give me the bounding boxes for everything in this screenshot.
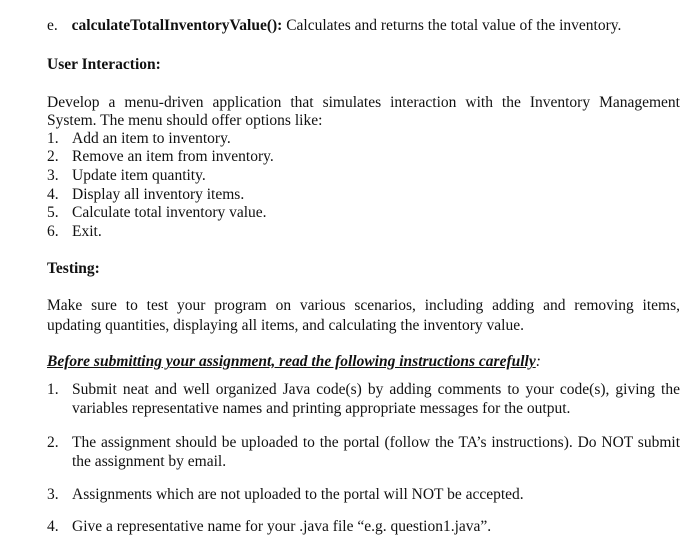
instruction-item: [47, 380, 680, 418]
instructions-heading: [47, 352, 541, 371]
menu-option-number: 1.: [47, 130, 59, 147]
testing-paragraph-line-1: Make sure to test your program on various scenarios, including adding and removing items,: [47, 297, 680, 314]
instruction-number: 2.: [47, 434, 59, 451]
menu-option-number: 4.: [47, 186, 59, 203]
instruction-line-1: Give a representative name for your .java file “e.g. question1.java”.: [72, 518, 492, 535]
menu-option: [47, 166, 206, 185]
user-interaction-paragraph-line-2: System. The menu should offer options like:: [47, 112, 323, 129]
menu-option-text: Calculate total inventory value.: [72, 204, 267, 221]
menu-option: [47, 129, 231, 148]
menu-option-text: Display all inventory items.: [72, 186, 245, 203]
user-interaction-paragraph-line-1: Develop a menu-driven application that simulates interaction with the Inventory Management: [47, 94, 680, 111]
instruction-line-2: the assignment by email.: [72, 453, 227, 470]
menu-option-number: 5.: [47, 204, 59, 221]
menu-option: [47, 203, 267, 222]
instruction-item: [47, 517, 680, 536]
instruction-number: 4.: [47, 518, 59, 535]
instructions-heading-colon: :: [535, 353, 541, 370]
instruction-line-1: Submit neat and well organized Java code(s) by adding comments to your code(s), giving the: [72, 381, 680, 398]
menu-option-text: Update item quantity.: [72, 167, 206, 184]
testing-paragraph-line-2: updating quantities, displaying all items, and calculating the inventory value.: [47, 317, 524, 334]
instruction-item: [47, 485, 680, 504]
method-e-description: Calculates and returns the total value of the inventory.: [282, 17, 622, 34]
instruction-line-2: variables representative names and printing appropriate messages for the output.: [72, 400, 571, 417]
menu-option-number: 6.: [47, 223, 59, 240]
instruction-number: 3.: [47, 486, 59, 503]
instruction-number: 1.: [47, 381, 59, 398]
menu-option: [47, 222, 102, 241]
menu-option-text: Exit.: [72, 223, 102, 240]
method-e-name: calculateTotalInventoryValue():: [71, 17, 283, 34]
method-e-line: [47, 16, 621, 35]
instructions-heading-text: Before submitting your assignment, read the following instructions carefully: [47, 353, 536, 370]
testing-heading: Testing:: [47, 260, 100, 277]
menu-option-number: 3.: [47, 167, 59, 184]
menu-option-text: Remove an item from inventory.: [72, 148, 274, 165]
menu-option-number: 2.: [47, 148, 59, 165]
menu-option: [47, 147, 274, 166]
instruction-line-1: The assignment should be uploaded to the portal (follow the TA’s instructions). Do NOT submit: [72, 434, 680, 451]
method-e-marker: e.: [47, 17, 58, 34]
menu-option-text: Add an item to inventory.: [72, 130, 231, 147]
instruction-line-1: Assignments which are not uploaded to the portal will NOT be accepted.: [72, 486, 524, 503]
user-interaction-heading: User Interaction:: [47, 56, 161, 73]
menu-option: [47, 185, 244, 204]
instruction-item: [47, 433, 680, 471]
